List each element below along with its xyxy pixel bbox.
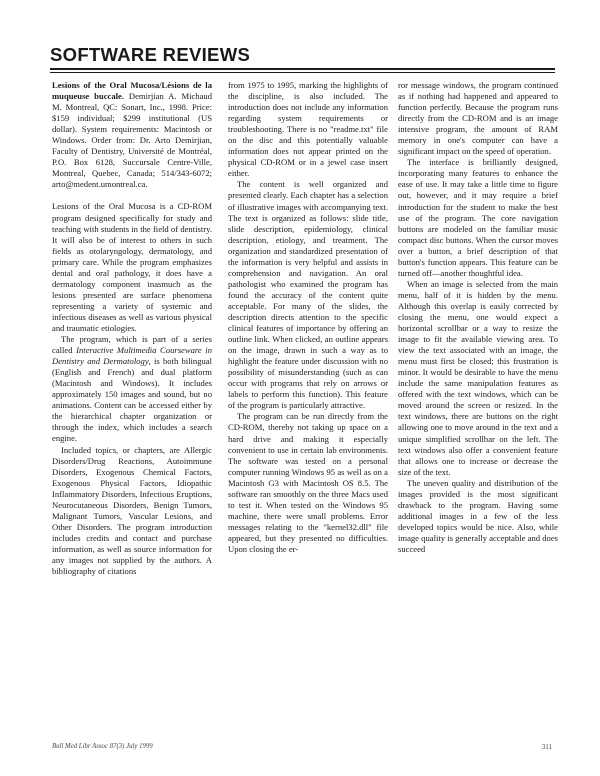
paragraph-6: The interface is brilliantly designed, incorporating many features to enhance the ease of use. It may take a little time to figure out, however, and it may require a brief introduction for the student to make the best use of the program. The core navigation buttons are modeled on the familiar music compact disc buttons. When the cursor moves over a button, a brief description of that button's function appears. This feature can be turned off—another thoughtful idea. xyxy=(398,157,558,278)
column-1 xyxy=(52,80,212,577)
paragraph-4: The content is well organized and presented clearly. Each chapter has a selection of illustrative images with accompanying text. The text is organized as follows: slide title, slide description, epidemiology, clinical description, etiology, and treatment. The organization and standardized presentation of the information is very helpful and assists in comprehension and navigation. An oral pathologist who examined the program has found the accuracy of the content quite acceptable. For many of the slides, the description directs attention to the specific clinical features of importance by offering an outline link. When clicked, an outline appears on the image, drawn in such a way as to highlight the feature under discussion with no possibility of misunderstanding (such as can occur with programs that rely on arrows or labels to perform this function). This feature of the program is particularly attractive. xyxy=(228,179,388,411)
paragraph-5-end: ror message windows, the program continued as if nothing had happened and appeared to function perfectly. Because the program runs directly from the CD-ROM and is an image intensive program, the amount of RAM memory in one's computer can have a significant impact on the speed of operation. xyxy=(398,80,558,157)
paragraph-2: The program, which is part of a series called Interactive Multimedia Courseware in Dentistry and Dermatology, is both bilingual (English and French) and dual platform (Macintosh and Windows). It includes approximately 150 images and sound, but no animations. Content can be accessed either by the hierarchical chapter organization or through the index, which includes a search engine. xyxy=(52,334,212,444)
citation xyxy=(52,80,212,190)
header-rule-thick xyxy=(50,68,555,70)
paragraph-3-start: Included topics, or chapters, are Allergic Disorders/Drug Reactions, Autoimmune Disorders, Exogenous Chemical Factors, Exogenous Physical Factors, Idiopathic Inflammatory Disorders, Infectious Eruptions, Neurocutaneous Disorders, Benign Tumors, Malignant Tumors, Vascular Lesions, and Other Disorders. The program introduction includes credits and contact and purchase information, as well as source information for any images not supplied by the authors. A bibliography of citations xyxy=(52,444,212,577)
citation-details: Demirjian A. Michaud M. Montreal, QC: Sonart, Inc., 1998. Price: $159 individual; $299 institutional (US dollar). System requirements: Macintosh or Windows. Order from: Dr. Arto Demirjian, Faculty of Dentistry, Université de Montréal, P.O. Box 6128, Succursale Centre-Ville, Montreal, Quebec, Canada; 514/343-6072; arto@medent.umontreal.ca. xyxy=(52,91,212,190)
header-rule-thin xyxy=(50,72,555,73)
paragraph-3-end: from 1975 to 1995, marking the highlights of the discipline, is also included. The introduction does not include any information regarding system requirements or troubleshooting. There is no "readme.txt" file on the disc and this potentially valuable information does not appear printed on the physical CD-ROM or in a jewel case insert either. xyxy=(228,80,388,179)
citation-title: Lesions of the Oral Mucosa/Lésions de la muqueuse buccale. xyxy=(52,80,212,102)
column-2 xyxy=(228,80,388,555)
section-title: SOFTWARE REVIEWS xyxy=(50,44,251,65)
paragraph-7: When an image is selected from the main menu, half of it is hidden by the menu. Although this overlap is easily corrected by closing the menu, one would expect a horizontal scrollbar or a way to resize the image to fit the available viewing area. To view the text associated with an image, the menu must first be closed; this frustration is minor. It would be desirable to have the menu include the same manipulation features as offered with the text windows, which can be moved around the screen or resized. In the text windows, there are buttons on the right allowing one to move around in the text and a unique simplified scrollbar on the left. The text windows also offer a convenient feature that allows one to increase or decrease the size of the text. xyxy=(398,278,558,477)
paragraph-8: The uneven quality and distribution of the images provided is the most significant drawback to the program. Having some additional images in a few of the less developed topics would be nice. Also, while image quality is generally acceptable and does succeed xyxy=(398,477,558,554)
column-3 xyxy=(398,80,558,555)
footer-page-number: 311 xyxy=(541,743,552,751)
footer-journal: Bull Med Libr Assoc 87(3) July 1999 xyxy=(52,743,153,750)
paragraph-1: Lesions of the Oral Mucosa is a CD-ROM program designed specifically for study and teaching with students in the field of dentistry. It will also be of interest to others in such fields as otolaryngology, dermatology, and primary care. While the program emphasizes dental and oral pathology, it does have a dermatology component inasmuch as the lesions presented are surface phenomena representing a variety of systemic and infectious diseases as well as various physical and traumatic etiologies. xyxy=(52,201,212,333)
paragraph-5-start: The program can be run directly from the CD-ROM, thereby not taking up space on a hard drive and making it especially convenient to use in certain lab environments. The software was tested on a personal computer running Windows 95 as well as on a Macintosh G3 with Macintosh OS 8.5. The software ran smoothly on the three Macs used to test it. When tested on the Windows 95 machine, there were small problems. Error messages relating to the "kernel32.dll" file appeared, but they presented no difficulties. Upon closing the er- xyxy=(228,411,388,554)
